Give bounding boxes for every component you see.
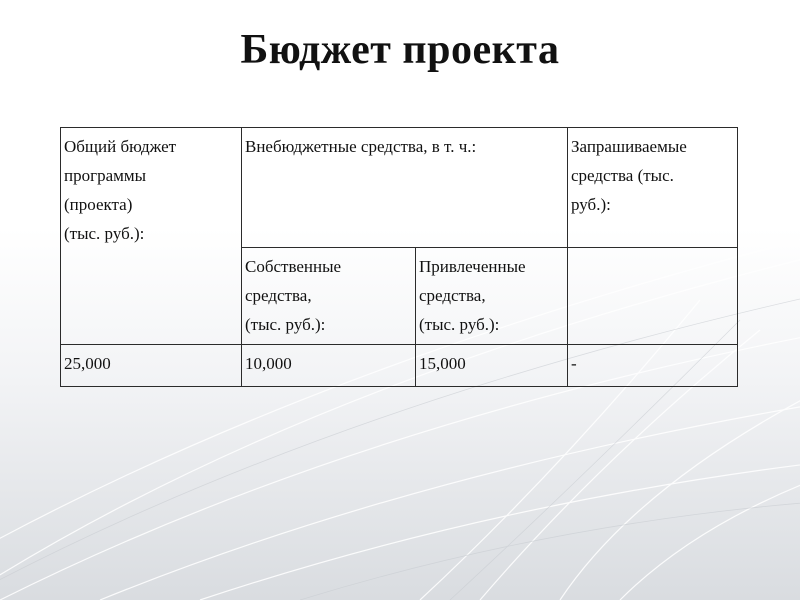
- cell-requested-funds: -: [568, 345, 738, 387]
- table-header-row: [61, 128, 738, 248]
- header-requested-funds: Запрашиваемые средства (тыс. руб.):: [568, 128, 738, 248]
- header-total-budget: Общий бюджет программы (проекта) (тыс. руб.):: [61, 128, 242, 345]
- budget-table: [60, 127, 738, 387]
- cell-total-budget: 25,000: [61, 345, 242, 387]
- cell-attracted-funds: 15,000: [416, 345, 568, 387]
- subheader-empty-cell: [568, 248, 738, 345]
- subheader-attracted-funds: Привлеченные средства, (тыс. руб.):: [416, 248, 568, 345]
- subheader-own-funds: Собственные средства, (тыс. руб.):: [242, 248, 416, 345]
- table-row: [61, 345, 738, 387]
- page-title: Бюджет проекта: [240, 27, 560, 73]
- cell-own-funds: 10,000: [242, 345, 416, 387]
- header-extrabudget-funds: Внебюджетные средства, в т. ч.:: [242, 128, 568, 248]
